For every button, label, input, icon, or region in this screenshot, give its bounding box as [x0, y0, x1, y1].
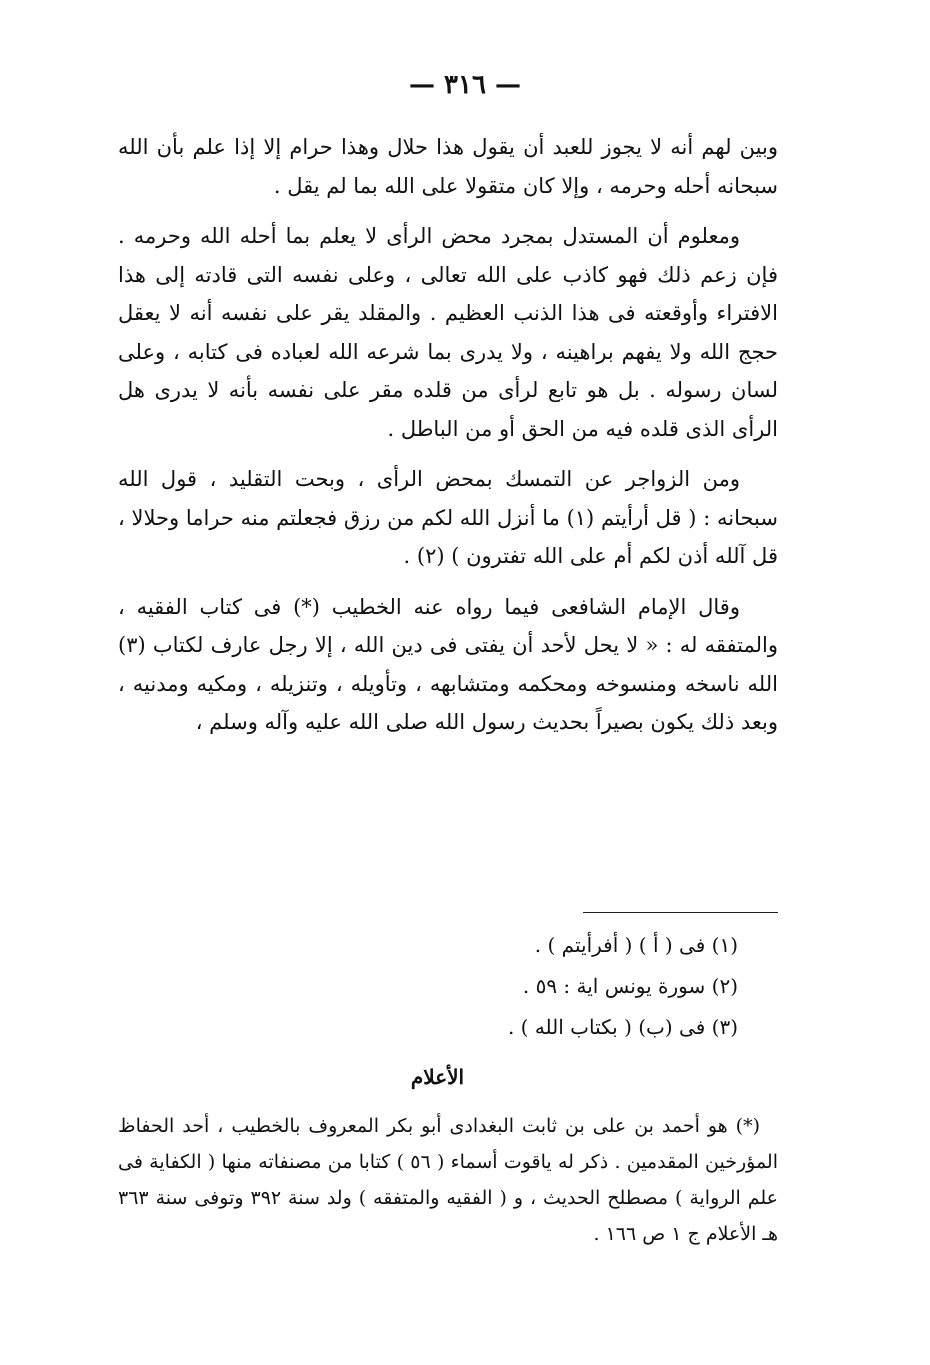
paragraph: ومعلوم أن المستدل بمجرد محض الرأى لا يعلم بما أحله الله وحرمه . فإن زعم ذلك فهو كاذب على الله تعالى ، وعلى نفسه التى قادته إلى هذا الافتراء وأوقعته فى هذا الذنب العظيم . والمقلد يقر على نفسه أنه لا يعقل حجج الله ولا يفهم براهينه ، ولا يدرى بما شرعه الله لعباده فى كتابه ، وعلى لسان رسوله . بل هو تابع لرأى من قلده مقر على نفسه بأنه لا يدرى هل الرأى الذى قلده فيه من الحق أو من الباطل .: [118, 224, 778, 441]
footnote: (٢) سورة يونس اية : ٥٩ .: [522, 974, 738, 998]
footnote-divider: [583, 912, 778, 913]
footnote: (٣) فى (ب) ( بكتاب الله ) .: [507, 1015, 738, 1039]
main-text: [118, 128, 778, 754]
footnote: (١) فى ( أ ) ( أفرأيتم ) .: [534, 933, 738, 957]
biographical-note: (*) هو أحمد بن على بن ثابت البغدادى أبو بكر المعروف بالخطيب ، أحد الحفاظ المؤرخين المقدمين . ذكر له ياقوت أسماء ( ٥٦ ) كتابا من مصنفاته منها ( الكفاية فى علم الرواية ) مصطلح الحديث ، و ( الفقيه والمتفقه ) ولد سنة ٣٩٢ وتوفى سنة ٣٦٣ هـ الأعلام ج ١ ص ١٦٦ .: [118, 1115, 779, 1245]
paragraph: وقال الإمام الشافعى فيما رواه عنه الخطيب (*) فى كتاب الفقيه ، والمتفقه له : « لا يحل لأحد أن يفتى فى دين الله ، إلا رجل عارف لكتاب (٣) الله ناسخه ومنسوخه ومحكمه ومتشابهه ، وتأويله ، وتنزيله ، ومكيه ومدنيه ، وبعد ذلك يكون بصيراً بحديث رسول الله صلى الله عليه وآله وسلم ،: [118, 594, 778, 734]
notes-heading: الأعلام: [410, 1065, 465, 1089]
paragraph: وبين لهم أنه لا يجوز للعبد أن يقول هذا حلال وهذا حرام إلا إذا علم بأن الله سبحانه أحله وحرمه ، وإلا كان متقولا على الله بما لم يقل .: [118, 135, 778, 198]
paragraph: ومن الزواجر عن التمسك بمحض الرأى ، وبحت التقليد ، قول الله سبحانه : ( قل أرأيتم (١) ما أنزل الله لكم من رزق فجعلتم منه حراما وحلالا ، قل آلله أذن لكم أم على الله تفترون ) (٢) .: [118, 467, 778, 568]
page-number: — ٣١٦ —: [408, 70, 522, 100]
footnotes: [360, 925, 738, 1048]
